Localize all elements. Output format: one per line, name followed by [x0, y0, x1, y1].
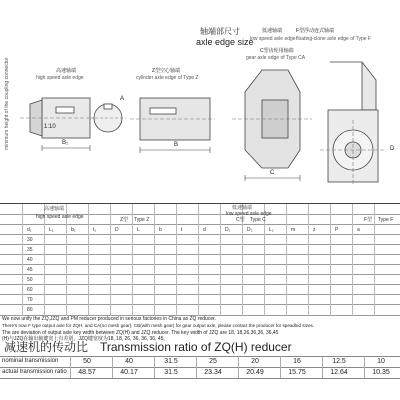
ratio-row-nominal-label: nominal transmission	[2, 358, 59, 364]
table-header-cell: L₁	[49, 227, 54, 233]
dim-label-c: C	[270, 170, 275, 176]
dimension-table	[0, 203, 400, 316]
table-header-cell: d₁	[27, 227, 32, 233]
ratio-actual-cell: 20.49	[246, 369, 264, 376]
dim-label-b1: B₁	[62, 140, 69, 146]
table-type-c-en: Type C	[250, 217, 266, 223]
ratio-nominal-cell: 20	[251, 358, 259, 365]
ratio-nominal-cell: 12.5	[332, 358, 346, 365]
type-z-label-en: cylinder axle edge of Type Z	[136, 75, 199, 81]
ratio-actual-cell: 15.75	[288, 369, 306, 376]
ratio-actual-cell: 10.35	[372, 369, 390, 376]
high-speed-label-cn: 高速轴端	[56, 68, 77, 74]
table-type-f: F型	[364, 217, 373, 223]
table-low-speed-cn: 低速轴端	[232, 205, 253, 211]
ratio-title-en: Transmission ratio of ZQ(H) reducer	[100, 340, 292, 354]
low-speed-label-cn: 低速轴端	[262, 28, 283, 34]
ratio-actual-cell: 12.64	[330, 369, 348, 376]
transmission-ratio-section	[0, 340, 400, 400]
table-header-cell: t₁	[93, 227, 97, 233]
table-high-speed-en: high speed axle edge	[36, 214, 84, 220]
table-row: 35	[27, 247, 33, 253]
ratio-nominal-cell: 16	[293, 358, 301, 365]
table-row: 50	[27, 277, 33, 283]
type-f-label-en: floating-clone axle edge of Type F	[296, 36, 371, 42]
ratio-nominal-cell: 10	[377, 358, 385, 365]
table-header-cell: t	[181, 227, 183, 233]
table-row: 40	[27, 257, 33, 263]
dim-label-b: B	[174, 142, 179, 148]
table-header-cell: d	[203, 227, 206, 233]
ratio-actual-cell: 48.57	[78, 369, 96, 376]
table-type-z-en: Type Z	[134, 217, 150, 223]
table-row: 45	[27, 267, 33, 273]
table-header-cell: L₂	[269, 227, 274, 233]
table-row: 60	[27, 287, 33, 293]
table-type-c: C型	[236, 217, 245, 223]
note-line-1: We now unify the ZQ,JZQ and PM reducer produced in serious factories in China as ZQ reducer.	[2, 316, 216, 322]
drawing-title-en: axle edge size	[196, 37, 254, 47]
ratio-actual-cell: 31.5	[164, 369, 178, 376]
ratio-actual-cell: 23.34	[204, 369, 222, 376]
type-c-label-cn: C型齿轮用轴端	[260, 48, 294, 54]
type-f-label-cn: F型浮动连式轴端	[296, 28, 335, 34]
table-header-cell: b	[159, 227, 162, 233]
ratio-nominal-cell: 31.5	[164, 358, 178, 365]
table-header-cell: D	[115, 227, 119, 233]
table-high-speed-cn: 高速轴端	[44, 206, 65, 212]
type-f-coupling	[330, 62, 376, 110]
ratio-actual-cell: 40.17	[120, 369, 138, 376]
table-header-cell: z	[313, 227, 316, 233]
ratio-title-cn: 减速机的传动比	[4, 340, 89, 354]
section-label-a: A	[120, 96, 125, 102]
dim-label-d: D	[390, 146, 395, 152]
ratio-row-actual-label: actual transmission ratio	[2, 369, 67, 375]
table-row: 70	[27, 297, 33, 303]
table-header-cell: m	[291, 227, 296, 233]
table-header-cell: a	[357, 227, 360, 233]
note-line-4: (H)与JZQ在输出轴键宽上有差别，JZQ键宽度为18, 18, 26, 36, 36, 36, 45。	[2, 336, 169, 342]
taper-label: 1:10	[44, 124, 56, 130]
minimum-height-label: minimum height of the coupling connector	[4, 57, 10, 150]
table-header-cell: b₁	[71, 227, 76, 233]
table-type-f-en: Type F	[378, 217, 394, 223]
table-type-z: Z型	[120, 217, 129, 223]
note-line-2: There's now F type output axle for ZQH, and CA(no mesh gear), CB(with mesh gear) for gear output axle, please contact the producer for speadled sizes.	[2, 323, 315, 328]
high-speed-shaft-key	[56, 107, 74, 113]
table-header-cell: D₂	[247, 227, 253, 233]
table-header-cell: L	[137, 227, 140, 233]
table-row: 80	[27, 307, 33, 313]
low-speed-label-en: low speed axle edge	[250, 36, 296, 42]
table-header-cell: D₁	[225, 227, 231, 233]
type-z-label-cn: Z型空心轴端	[152, 68, 181, 74]
ratio-nominal-cell: 50	[83, 358, 91, 365]
table-low-speed-en: low speed axle edge	[226, 211, 272, 217]
table-row: 30	[27, 237, 33, 243]
high-speed-label-en: high speed axle edge	[36, 75, 84, 81]
type-c-label-en: gear axle edge of Type CA	[246, 55, 306, 61]
ratio-nominal-cell: 40	[125, 358, 133, 365]
drawing-title-cn: 轴端部尺寸	[200, 27, 240, 36]
note-line-3: The are deviation of output axle key width between ZQ(H) and JZQ reducer. The key width of JZQ are 18, 18,26,36,36, 36,45	[2, 330, 279, 336]
table-header-cell: P	[335, 227, 339, 233]
ratio-nominal-cell: 25	[209, 358, 217, 365]
